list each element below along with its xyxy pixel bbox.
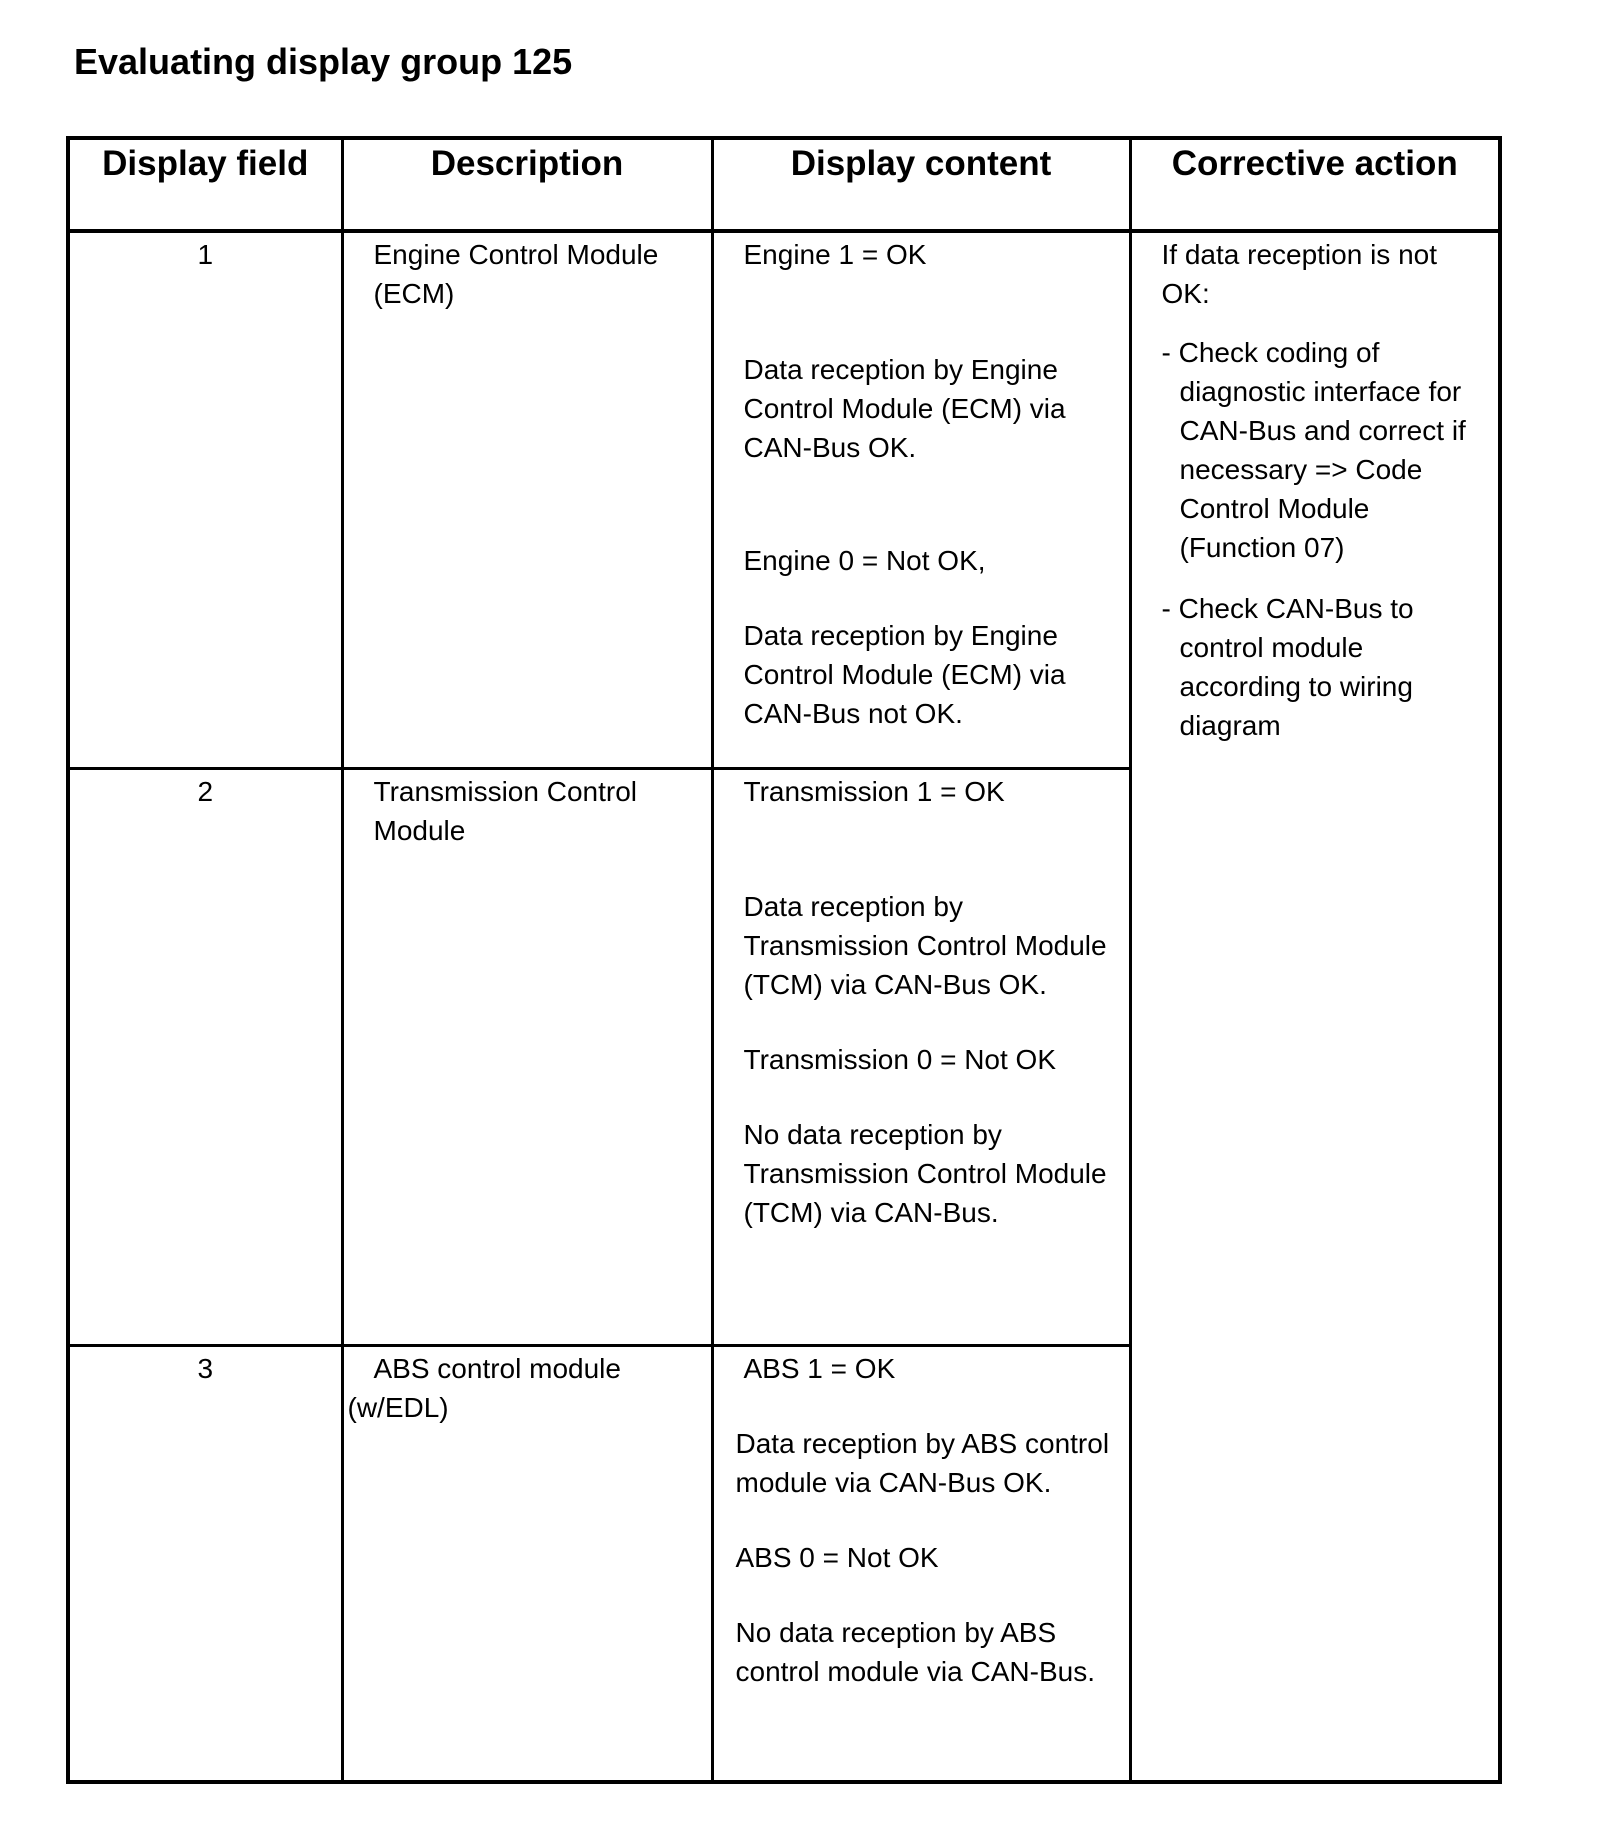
display-field-cell: 2 <box>68 768 342 1345</box>
page-title: Evaluating display group 125 <box>74 41 573 82</box>
display-content-cell <box>712 768 1130 1345</box>
corrective-step: - Check coding of diagnostic interface for CAN-Bus and correct if necessary => Code Control Module (Function 07) <box>1161 337 1466 563</box>
description-cell: Transmission Control Module <box>342 768 712 1345</box>
content-text: Data reception by Transmission Control Module (TCM) via CAN-Bus OK. <box>743 890 1107 1000</box>
content-text: Data reception by Engine Control Module (ECM) via CAN-Bus not OK. <box>743 620 1066 729</box>
content-status-ok: ABS 1 = OK <box>743 1352 896 1384</box>
corrective-action-cell <box>1130 231 1500 1782</box>
description-line: ABS control module <box>373 1352 621 1384</box>
content-text: No data reception by Transmission Control Module (TCM) via CAN-Bus. <box>743 1118 1107 1228</box>
header-description: Description <box>342 138 712 231</box>
content-status-not-ok: Engine 0 = Not OK, <box>743 545 986 576</box>
display-field-cell: 3 <box>68 1345 342 1782</box>
description-cell <box>342 1345 712 1782</box>
table-row <box>68 231 1500 768</box>
corrective-step: - Check CAN-Bus to control module according to wiring diagram <box>1161 593 1414 741</box>
description-line: (w/EDL) <box>347 1391 449 1423</box>
display-content-cell <box>712 1345 1130 1782</box>
content-text: No data reception by ABS control module via CAN-Bus. <box>735 1616 1095 1687</box>
description-cell: Engine Control Module (ECM) <box>342 231 712 768</box>
content-status-not-ok: Transmission 0 = Not OK <box>743 1043 1057 1075</box>
content-text: Data reception by ABS control module via CAN-Bus OK. <box>735 1427 1110 1498</box>
table-header-row <box>68 138 1500 231</box>
display-content-cell <box>712 231 1130 768</box>
corrective-intro: If data reception is not OK: <box>1161 239 1438 309</box>
header-corrective-action: Corrective action <box>1130 138 1500 231</box>
content-status-ok: Transmission 1 = OK <box>743 775 1005 807</box>
display-field-cell: 1 <box>68 231 342 768</box>
header-display-content: Display content <box>712 138 1130 231</box>
content-text: Data reception by Engine Control Module (ECM) via CAN-Bus OK. <box>743 354 1066 463</box>
display-group-table <box>66 136 1502 1784</box>
content-status-ok: Engine 1 = OK <box>743 239 927 270</box>
header-display-field: Display field <box>68 138 342 231</box>
content-status-not-ok: ABS 0 = Not OK <box>735 1541 939 1573</box>
